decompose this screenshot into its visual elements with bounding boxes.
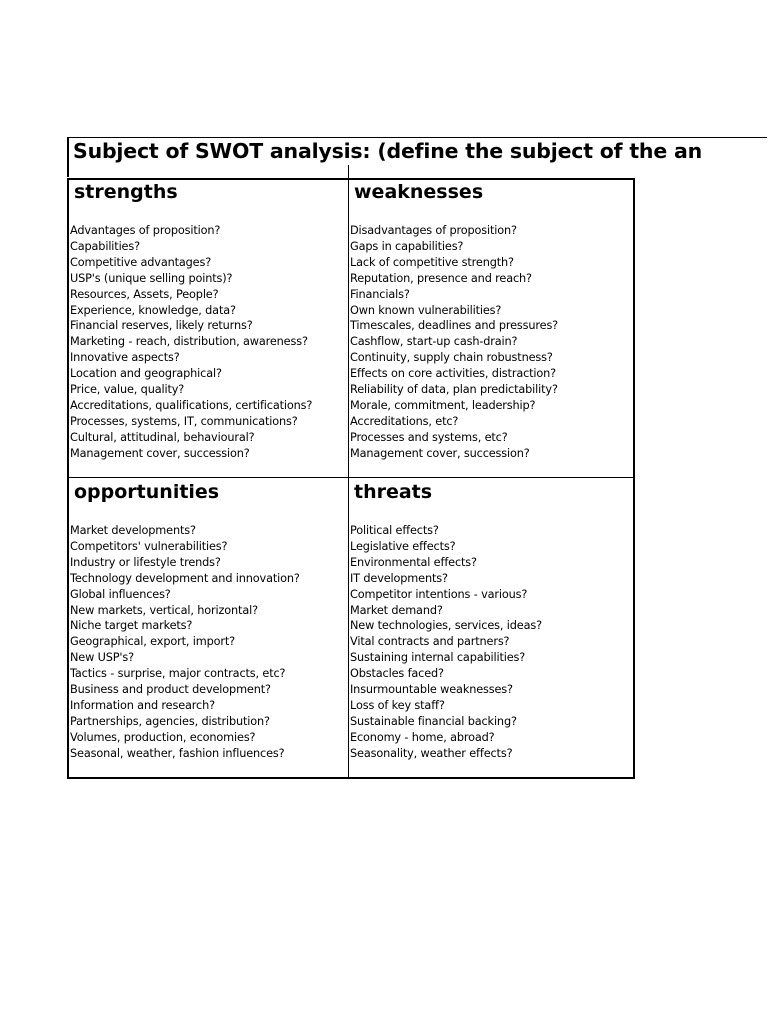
list-item: Volumes, production, economies? bbox=[70, 730, 256, 744]
list-item: Capabilities? bbox=[70, 239, 140, 253]
list-item: Price, value, quality? bbox=[70, 383, 185, 397]
list-item: New technologies, services, ideas? bbox=[350, 619, 542, 633]
quadrant-weaknesses bbox=[350, 180, 628, 462]
list-item: Accreditations, qualifications, certifications? bbox=[70, 398, 313, 412]
list-item: Business and product development? bbox=[70, 683, 271, 697]
list-item: Tactics - surprise, major contracts, etc? bbox=[70, 667, 286, 681]
list-item: Timescales, deadlines and pressures? bbox=[350, 319, 559, 333]
list-item: Vital contracts and partners? bbox=[350, 635, 510, 649]
list-item: Geographical, export, import? bbox=[70, 635, 235, 649]
list-item: Obstacles faced? bbox=[350, 667, 444, 681]
list-item: Seasonality, weather effects? bbox=[350, 746, 513, 760]
quadrant-opportunities bbox=[70, 480, 348, 762]
list-item: Market demand? bbox=[350, 603, 443, 617]
list-item: Marketing - reach, distribution, awareness? bbox=[70, 335, 308, 349]
list-item: Advantages of proposition? bbox=[70, 224, 221, 237]
list-item: Competitors' vulnerabilities? bbox=[70, 539, 228, 553]
subject-title: Subject of SWOT analysis: (define the subject of the an bbox=[73, 139, 702, 163]
list-item: Industry or lifestyle trends? bbox=[70, 555, 221, 569]
list-item: Processes and systems, etc? bbox=[350, 430, 508, 444]
list-item: Continuity, supply chain robustness? bbox=[350, 351, 553, 365]
quadrant-heading: threats bbox=[354, 481, 433, 503]
quadrant-heading: strengths bbox=[74, 181, 178, 203]
list-item: Financial reserves, likely returns? bbox=[70, 319, 253, 333]
list-item: Political effects? bbox=[350, 524, 439, 537]
grid-vertical-divider bbox=[348, 178, 349, 779]
list-item: New USP's? bbox=[70, 651, 134, 665]
list-item: Lack of competitive strength? bbox=[350, 255, 514, 269]
list-item: Economy - home, abroad? bbox=[350, 730, 495, 744]
quadrant-heading: weaknesses bbox=[354, 181, 484, 203]
list-item: Cultural, attitudinal, behavioural? bbox=[70, 430, 255, 444]
list-item: Niche target markets? bbox=[70, 619, 193, 633]
list-item: Experience, knowledge, data? bbox=[70, 303, 236, 317]
list-item: Innovative aspects? bbox=[70, 351, 180, 365]
list-item: Global influences? bbox=[70, 587, 171, 601]
list-item: Seasonal, weather, fashion influences? bbox=[70, 746, 285, 760]
list-item: Processes, systems, IT, communications? bbox=[70, 414, 298, 428]
list-item: USP's (unique selling points)? bbox=[70, 271, 233, 285]
list-item: Accreditations, etc? bbox=[350, 414, 459, 428]
list-item: Morale, commitment, leadership? bbox=[350, 398, 536, 412]
list-item: Competitive advantages? bbox=[70, 255, 212, 269]
list-item: Financials? bbox=[350, 287, 410, 301]
list-item: New markets, vertical, horizontal? bbox=[70, 603, 258, 617]
item-list bbox=[70, 223, 348, 462]
list-item: Resources, Assets, People? bbox=[70, 287, 219, 301]
list-item: Technology development and innovation? bbox=[70, 571, 300, 585]
list-item: Partnerships, agencies, distribution? bbox=[70, 714, 270, 728]
list-item: Insurmountable weaknesses? bbox=[350, 683, 513, 697]
list-item: Competitor intentions - various? bbox=[350, 587, 528, 601]
item-list bbox=[350, 523, 628, 762]
list-item: Loss of key staff? bbox=[350, 698, 445, 712]
quadrant-threats bbox=[350, 480, 628, 762]
list-item: Environmental effects? bbox=[350, 555, 477, 569]
list-item: IT developments? bbox=[350, 571, 448, 585]
quadrant-heading: opportunities bbox=[74, 481, 220, 503]
list-item: Own known vulnerabilities? bbox=[350, 303, 502, 317]
list-item: Disadvantages of proposition? bbox=[350, 224, 517, 237]
list-item: Location and geographical? bbox=[70, 367, 222, 381]
list-item: Cashflow, start-up cash-drain? bbox=[350, 335, 518, 349]
list-item: Information and research? bbox=[70, 698, 215, 712]
list-item: Sustaining internal capabilities? bbox=[350, 651, 526, 665]
list-item: Reliability of data, plan predictability? bbox=[350, 383, 558, 397]
list-item: Sustainable financial backing? bbox=[350, 714, 517, 728]
list-item: Management cover, succession? bbox=[70, 446, 250, 460]
cell-divider-tick bbox=[348, 165, 349, 178]
list-item: Management cover, succession? bbox=[350, 446, 530, 460]
item-list bbox=[70, 523, 348, 762]
list-item: Effects on core activities, distraction? bbox=[350, 367, 557, 381]
list-item: Gaps in capabilities? bbox=[350, 239, 464, 253]
grid-horizontal-divider bbox=[67, 477, 635, 478]
subject-cell bbox=[67, 137, 767, 177]
list-item: Market developments? bbox=[70, 524, 196, 537]
item-list bbox=[350, 223, 628, 462]
list-item: Reputation, presence and reach? bbox=[350, 271, 532, 285]
quadrant-strengths bbox=[70, 180, 348, 462]
list-item: Legislative effects? bbox=[350, 539, 456, 553]
